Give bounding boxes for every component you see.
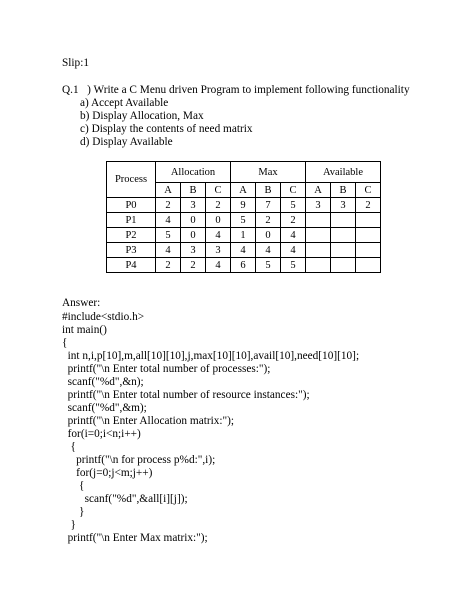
- code-line: }: [62, 519, 76, 531]
- max-cell: 2: [281, 213, 306, 228]
- code-line: #include<stdio.h>: [62, 311, 145, 323]
- max-cell: 5: [256, 258, 281, 273]
- table-row: [107, 258, 381, 273]
- allocation-cell: 0: [206, 213, 231, 228]
- subheader: C: [281, 183, 306, 198]
- allocation-cell: 0: [181, 228, 206, 243]
- code-line: printf("\n Enter total number of resource instances:");: [62, 389, 310, 401]
- header-allocation: Allocation: [156, 162, 231, 183]
- table-header-row: [107, 162, 381, 183]
- code-line: printf("\n for process p%d:",i);: [62, 454, 216, 466]
- process-cell: P1: [107, 213, 156, 228]
- subheader: A: [306, 183, 331, 198]
- subheader: C: [356, 183, 381, 198]
- allocation-cell: 2: [156, 258, 181, 273]
- question-item-b: b) Display Allocation, Max: [80, 110, 204, 122]
- code-line: scanf("%d",&n);: [62, 376, 144, 388]
- available-cell: [306, 228, 331, 243]
- max-cell: 2: [256, 213, 281, 228]
- banker-table: [106, 161, 381, 273]
- allocation-cell: 0: [181, 213, 206, 228]
- process-cell: P4: [107, 258, 156, 273]
- max-cell: 5: [231, 213, 256, 228]
- max-cell: 1: [231, 228, 256, 243]
- available-cell: [356, 228, 381, 243]
- code-line: {: [62, 480, 85, 492]
- available-cell: [356, 243, 381, 258]
- header-process: Process: [107, 162, 156, 198]
- subheader: C: [206, 183, 231, 198]
- answer-label: Answer:: [62, 297, 101, 309]
- max-cell: 4: [231, 243, 256, 258]
- allocation-cell: 3: [181, 243, 206, 258]
- available-cell: [356, 213, 381, 228]
- code-line: {: [62, 337, 68, 349]
- code-line: {: [62, 441, 76, 453]
- allocation-cell: 5: [156, 228, 181, 243]
- allocation-cell: 4: [206, 258, 231, 273]
- max-cell: 4: [281, 243, 306, 258]
- question-item-c: c) Display the contents of need matrix: [80, 123, 253, 135]
- process-cell: P0: [107, 198, 156, 213]
- subheader: B: [256, 183, 281, 198]
- allocation-cell: 3: [206, 243, 231, 258]
- available-cell: [331, 213, 356, 228]
- code-line: int main(): [62, 324, 107, 336]
- table-row: [107, 213, 381, 228]
- available-cell: [356, 258, 381, 273]
- allocation-cell: 4: [156, 213, 181, 228]
- available-cell: [306, 213, 331, 228]
- header-max: Max: [231, 162, 306, 183]
- available-cell: [331, 258, 356, 273]
- code-line: for(i=0;i<n;i++): [62, 428, 141, 440]
- max-cell: 5: [281, 258, 306, 273]
- question-item-a: a) Accept Available: [80, 97, 169, 109]
- slip-label: Slip:1: [62, 57, 89, 69]
- question-item-d: d) Display Available: [80, 136, 173, 148]
- code-line: for(j=0;j<m;j++): [62, 467, 153, 479]
- max-cell: 4: [256, 243, 281, 258]
- question-title: Q.1 ) Write a C Menu driven Program to implement following functionality: [62, 84, 410, 96]
- allocation-cell: 3: [181, 198, 206, 213]
- code-line: scanf("%d",&m);: [62, 402, 147, 414]
- allocation-cell: 4: [206, 228, 231, 243]
- code-line: }: [62, 506, 85, 518]
- subheader: A: [156, 183, 181, 198]
- table-row: [107, 243, 381, 258]
- max-cell: 5: [281, 198, 306, 213]
- max-cell: 4: [281, 228, 306, 243]
- header-available: Available: [306, 162, 381, 183]
- allocation-cell: 2: [181, 258, 206, 273]
- available-cell: [331, 243, 356, 258]
- code-line: printf("\n Enter Max matrix:");: [62, 532, 208, 544]
- process-cell: P2: [107, 228, 156, 243]
- code-line: scanf("%d",&all[i][j]);: [62, 493, 188, 505]
- table-row: [107, 198, 381, 213]
- available-cell: [331, 228, 356, 243]
- available-cell: 2: [356, 198, 381, 213]
- available-cell: [306, 243, 331, 258]
- code-line: int n,i,p[10],m,all[10][10],j,max[10][10],avail[10],need[10][10];: [62, 350, 360, 362]
- available-cell: 3: [331, 198, 356, 213]
- code-line: printf("\n Enter total number of processes:");: [62, 363, 271, 375]
- allocation-cell: 2: [156, 198, 181, 213]
- available-cell: [306, 258, 331, 273]
- subheader: B: [181, 183, 206, 198]
- allocation-cell: 4: [156, 243, 181, 258]
- max-cell: 0: [256, 228, 281, 243]
- max-cell: 6: [231, 258, 256, 273]
- table-row: [107, 228, 381, 243]
- allocation-cell: 2: [206, 198, 231, 213]
- available-cell: 3: [306, 198, 331, 213]
- max-cell: 9: [231, 198, 256, 213]
- subheader: B: [331, 183, 356, 198]
- max-cell: 7: [256, 198, 281, 213]
- process-cell: P3: [107, 243, 156, 258]
- subheader: A: [231, 183, 256, 198]
- code-line: printf("\n Enter Allocation matrix:");: [62, 415, 235, 427]
